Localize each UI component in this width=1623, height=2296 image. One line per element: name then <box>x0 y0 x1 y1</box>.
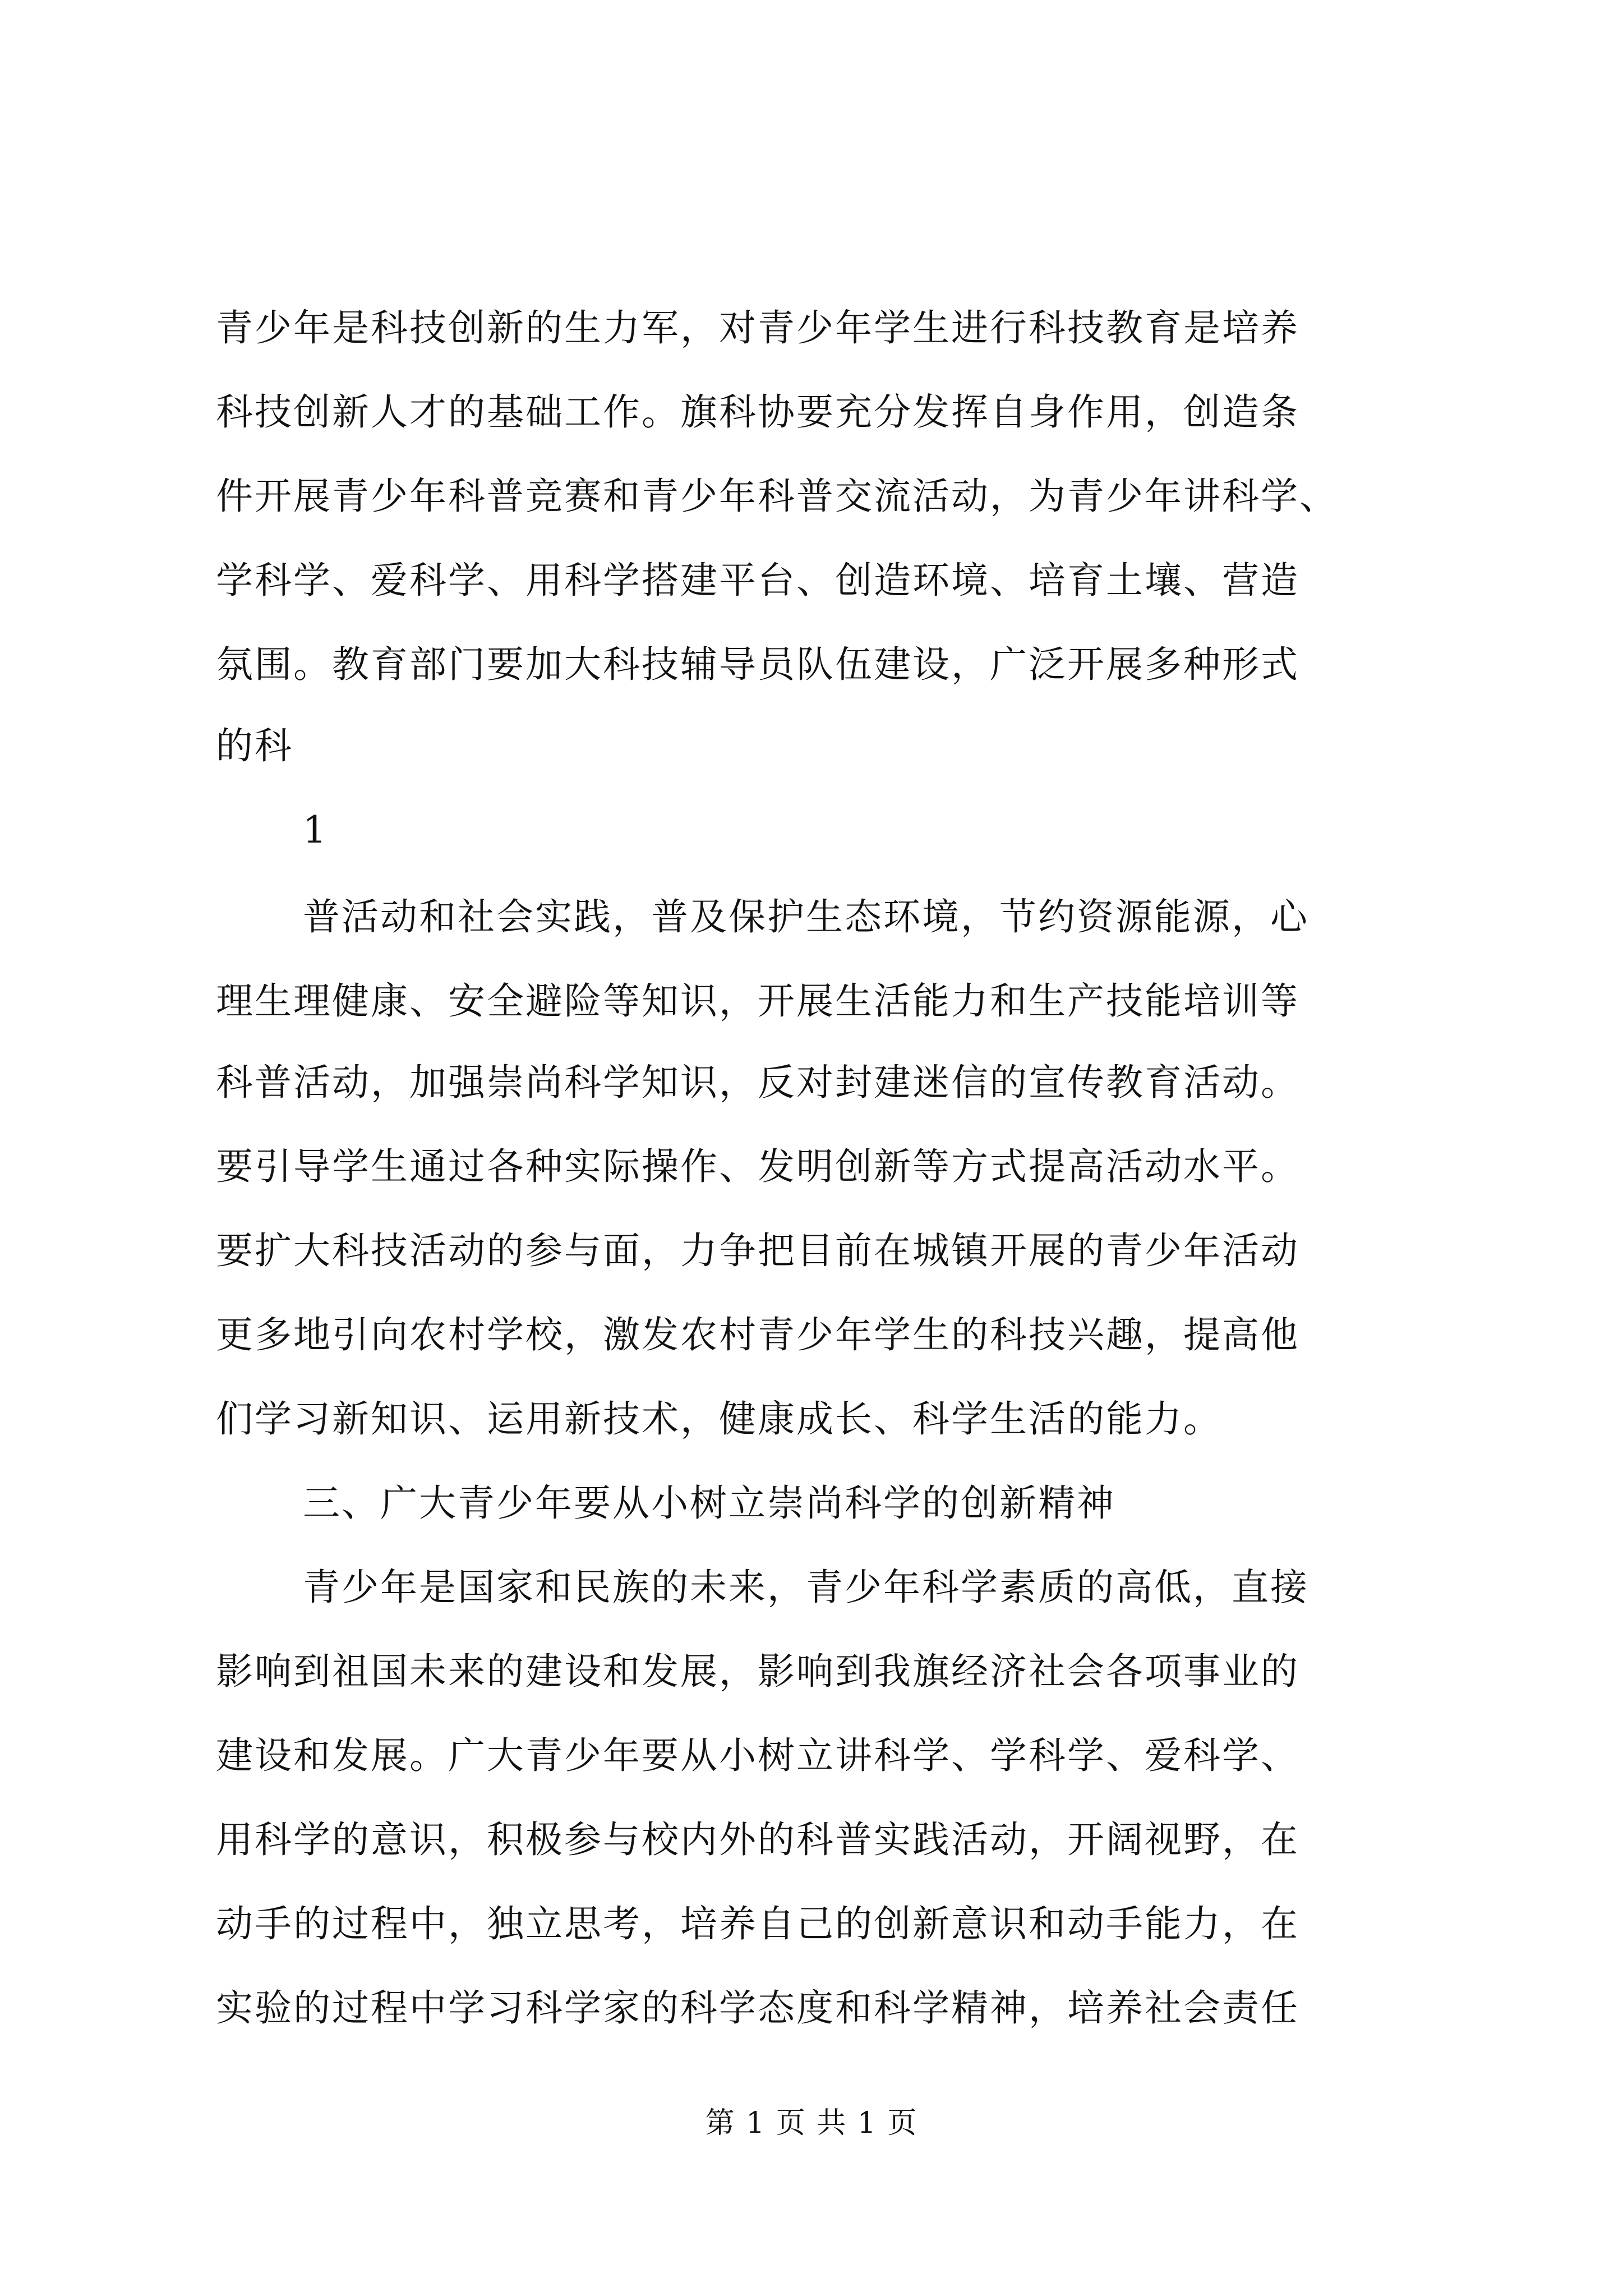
paragraph-line: 们学习新知识、运用新技术，健康成长、科学生活的能力。 <box>216 1397 1222 1441</box>
paragraph-line: 氛围。教育部门要加大科技辅导员队伍建设，广泛开展多种形式 <box>216 643 1299 686</box>
inline-page-number: 1 <box>303 808 326 852</box>
paragraph-line: 动手的过程中，独立思考，培养自己的创新意识和动手能力，在 <box>216 1902 1299 1945</box>
page-footer: 第 1 页 共 1 页 <box>705 2106 918 2140</box>
paragraph-line: 用科学的意识，积极参与校内外的科普实践活动，开阔视野，在 <box>216 1818 1299 1861</box>
paragraph-line: 的科 <box>216 724 293 767</box>
paragraph-line: 建设和发展。广大青少年要从小树立讲科学、学科学、爱科学、 <box>216 1734 1299 1777</box>
paragraph-line: 学科学、爱科学、用科学搭建平台、创造环境、培育土壤、营造 <box>216 559 1299 602</box>
paragraph-line: 要扩大科技活动的参与面，力争把目前在城镇开展的青少年活动 <box>216 1229 1299 1272</box>
paragraph-line: 科普活动，加强崇尚科学知识，反对封建迷信的宣传教育活动。 <box>216 1061 1299 1104</box>
paragraph-line: 科技创新人才的基础工作。旗科协要充分发挥自身作用，创造条 <box>216 390 1299 434</box>
paragraph-line: 件开展青少年科普竞赛和青少年科普交流活动，为青少年讲科学、 <box>216 475 1338 518</box>
section-heading: 三、广大青少年要从小树立崇尚科学的创新精神 <box>303 1481 1115 1525</box>
paragraph-line: 更多地引向农村学校，激发农村青少年学生的科技兴趣，提高他 <box>216 1313 1299 1356</box>
paragraph-line: 青少年是国家和民族的未来，青少年科学素质的高低，直接 <box>303 1566 1309 1609</box>
paragraph-line: 青少年是科技创新的生力军，对青少年学生进行科技教育是培养 <box>216 306 1299 349</box>
paragraph-line: 普活动和社会实践，普及保护生态环境，节约资源能源，心 <box>303 895 1309 938</box>
paragraph-line: 理生理健康、安全避险等知识，开展生活能力和生产技能培训等 <box>216 979 1299 1023</box>
paragraph-line: 要引导学生通过各种实际操作、发明创新等方式提高活动水平。 <box>216 1145 1299 1188</box>
paragraph-line: 影响到祖国未来的建设和发展，影响到我旗经济社会各项事业的 <box>216 1650 1299 1693</box>
paragraph-line: 实验的过程中学习科学家的科学态度和科学精神，培养社会责任 <box>216 1986 1299 2030</box>
